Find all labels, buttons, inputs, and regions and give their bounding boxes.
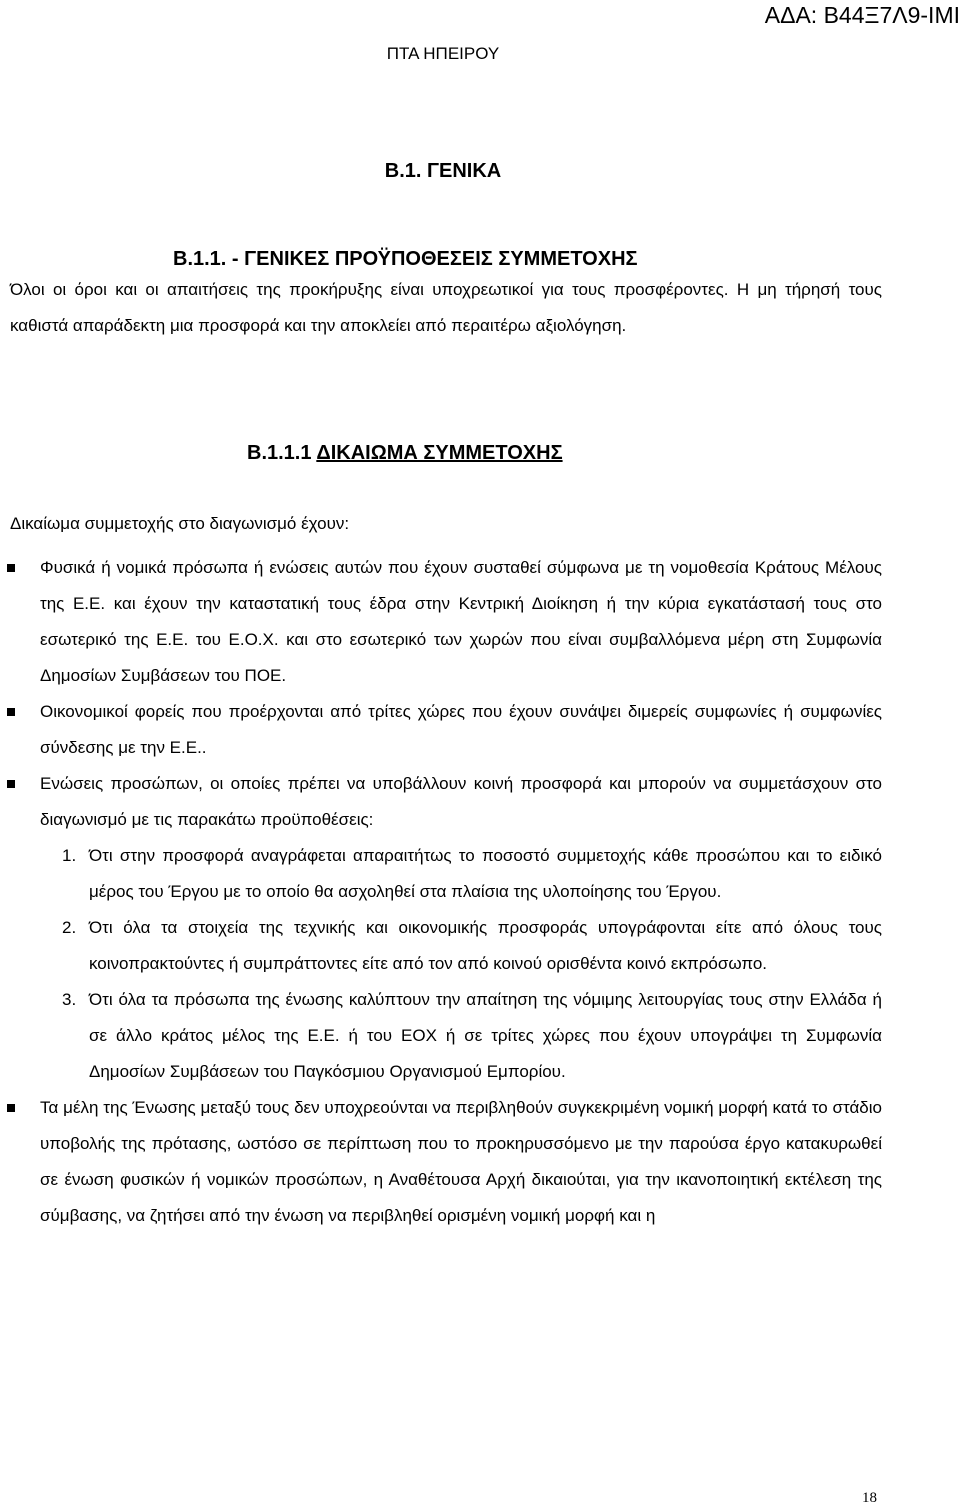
condition-item xyxy=(40,838,882,910)
square-bullet-icon xyxy=(7,780,15,788)
list-item xyxy=(0,1090,882,1234)
subsubsection-number: Β.1.1.1 xyxy=(247,442,312,464)
condition-number: 3. xyxy=(62,990,77,1009)
condition-item xyxy=(40,982,882,1090)
square-bullet-icon xyxy=(7,1104,15,1112)
condition-text: Ότι όλα τα πρόσωπα της ένωσης καλύπτουν την απαίτηση της νόμιμης λειτουργίας τους στην Ελλάδα ή σε άλλο κράτος μέλος της Ε.Ε. ή του ΕΟΧ ή σε τρίτες χώρες που έχουν υπογράψει τη Συμφωνία Δημοσίων Συμβάσεων του Παγκόσμιου Οργανισμού Εμπορίου. xyxy=(89,990,882,1081)
condition-text: Ότι στην προσφορά αναγράφεται απαραιτήτως το ποσοστό συμμετοχής κάθε προσώπου και το ειδικό μέρος του Έργου με το οποίο θα ασχοληθεί στα πλαίσια της υλοποίησης του Έργου. xyxy=(89,846,882,901)
square-bullet-icon xyxy=(7,708,15,716)
authority-header: ΠΤΑ ΗΠΕΙΡΟΥ xyxy=(386,44,500,63)
condition-number: 1. xyxy=(62,846,77,865)
condition-text: Ότι όλα τα στοιχεία της τεχνικής και οικονομικής προσφοράς υπογράφονται είτε από όλους τους κοινοπρακτούντες ή συμπράττοντες είτε από τον από κοινού ορισθέντα κοινό εκπρόσωπο. xyxy=(89,918,882,973)
list-item xyxy=(0,694,882,766)
conditions-list xyxy=(40,838,882,1090)
condition-number: 2. xyxy=(62,918,77,937)
list-item-text: Οικονομικοί φορείς που προέρχονται από τρίτες χώρες που έχουν συνάψει διμερείς συμφωνίες ή συμφωνίες σύνδεσης με την Ε.Ε.. xyxy=(40,702,882,757)
page-number: 18 xyxy=(862,1490,877,1506)
list-item xyxy=(0,550,882,694)
eligibility-list xyxy=(0,550,882,1234)
intro-paragraph: Όλοι οι όροι και οι απαιτήσεις της προκήρυξης είναι υποχρεωτικοί για τους προσφέροντες. Η μη τήρησή τους καθιστά απαράδεκτη μια προσφορά και την αποκλείει από περαιτέρω αξιολόγηση. xyxy=(10,280,882,335)
section-title: Β.1. ΓΕΝΙΚΑ xyxy=(384,160,502,182)
subsubsection-heading xyxy=(247,442,563,465)
subsection-title: Β.1.1. - ΓΕΝΙΚΕΣ ΠΡΟΫΠΟΘΕΣΕΙΣ ΣΥΜΜΕΤΟΧΗΣ xyxy=(173,248,638,270)
list-item xyxy=(0,766,882,1090)
lead-paragraph: Δικαίωμα συμμετοχής στο διαγωνισμό έχουν: xyxy=(10,514,350,533)
condition-item xyxy=(40,910,882,982)
list-item-text: Τα μέλη της Ένωσης μεταξύ τους δεν υποχρεούνται να περιβληθούν συγκεκριμένη νομική μορφή κατά το στάδιο υποβολής της πρότασης, ωστόσο σε περίπτωση που το προκηρυσσόμενο με την παρούσα έργο κατακυρωθεί σε ένωση φυσικών ή νομικών προσώπων, η Αναθέτουσα Αρχή δικαιούται, για την ικανοποιητική εκτέλεση της σύμβασης, να ζητήσει από την ένωση να περιβληθεί ορισμένη νομική μορφή και η xyxy=(40,1098,882,1225)
subsubsection-title: ΔΙΚΑΙΩΜΑ ΣΥΜΜΕΤΟΧΗΣ xyxy=(316,442,563,464)
list-item-text: Φυσικά ή νομικά πρόσωπα ή ενώσεις αυτών που έχουν συσταθεί σύμφωνα με τη νομοθεσία Κράτους Μέλους της Ε.Ε. και έχουν την καταστατική τους έδρα στην Κεντρική Διοίκηση ή την κύρια εγκατάστασή τους στο εσωτερικό της Ε.Ε. του Ε.Ο.Χ. και στο εσωτερικό των χωρών που είναι συμβαλλόμενα μέρη στη Συμφωνία Δημοσίων Συμβάσεων του ΠΟΕ. xyxy=(40,558,882,685)
square-bullet-icon xyxy=(7,564,15,572)
list-item-text: Ενώσεις προσώπων, οι οποίες πρέπει να υποβάλλουν κοινή προσφορά και μπορούν να συμμετάσχουν στο διαγωνισμό με τις παρακάτω προϋποθέσεις: xyxy=(40,774,882,829)
ada-code: ΑΔΑ: Β44Ξ7Λ9-ΙΜΙ xyxy=(764,2,960,28)
